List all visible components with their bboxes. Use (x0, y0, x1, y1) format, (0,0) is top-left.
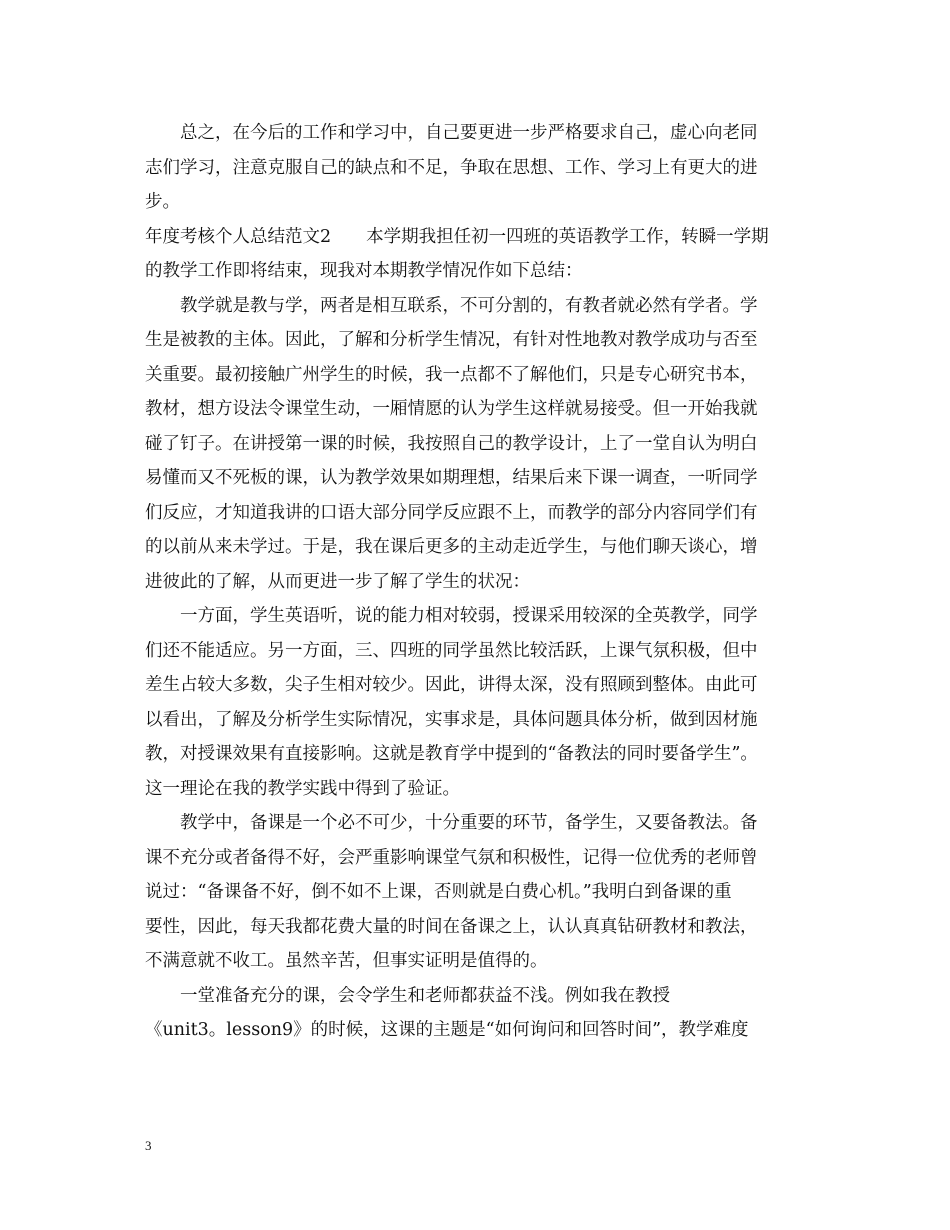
text-line: 们还不能适应。另一方面，三、四班的同学虽然比较活跃，上课气氛积极，但中 (145, 640, 758, 661)
text-line: 教学就是教与学，两者是相互联系，不可分割的，有教者就必然有学者。学 (180, 295, 758, 316)
text-line: 易懂而又不死板的课，认为教学效果如期理想，结果后来下课一调查，一听同学 (145, 468, 758, 488)
text-line: 碰了钉子。在讲授第一课的时候，我按照自己的教学设计，上了一堂自认为明白 (145, 433, 758, 454)
text-line: 关重要。最初接触广州学生的时候，我一点都不了解他们，只是专心研究书本， (145, 364, 758, 385)
text-line: 进彼此的了解，从而更进一步了解了学生的状况： (145, 571, 530, 592)
text-line: 一堂准备充分的课，会令学生和老师都获益不浅。例如我在教授 (180, 985, 670, 1006)
text-line: 差生占较大多数，尖子生相对较少。因此，讲得太深，没有照顾到整体。由此可 (145, 675, 758, 695)
text-line: 们反应，才知道我讲的口语大部分同学反应跟不上，而教学的部分内容同学们有 (145, 502, 758, 523)
text-line: 年度考核个人总结范文2 本学期我担任初一四班的英语教学工作，转瞬一学期 (145, 226, 769, 247)
document-body (145, 116, 825, 1048)
text-line: 不满意就不收工。虽然辛苦，但事实证明是值得的。 (145, 951, 548, 971)
page-number: 3 (145, 1138, 152, 1153)
text-line: 课不充分或者备得不好，会严重影响课堂气氛和积极性，记得一位优秀的老师曾 (145, 847, 758, 868)
text-line: 教，对授课效果有直接影响。这就是教育学中提到的“备教法的同时要备学生”。 (145, 744, 758, 764)
text-line: 志们学习，注意克服自己的缺点和不足，争取在思想、工作、学习上有更大的进 (145, 157, 758, 178)
text-line: 这一理论在我的教学实践中得到了验证。 (145, 778, 460, 799)
text-line: 说过：“备课备不好，倒不如不上课，否则就是白费心机。”我明白到备课的重 (145, 882, 732, 902)
text-line: 生是被教的主体。因此，了解和分析学生情况，有针对性地教对教学成功与否至 (145, 330, 758, 350)
text-line: 要性，因此，每天我都花费大量的时间在备课之上，认认真真钻研教材和教法， (145, 916, 758, 937)
text-line: 教学中，备课是一个必不可少，十分重要的环节，备学生，又要备教法。备 (180, 813, 758, 833)
text-line: 步。 (145, 192, 180, 212)
text-line: 的教学工作即将结束，现我对本期教学情况作如下总结： (145, 261, 583, 281)
text-line: 一方面，学生英语听，说的能力相对较弱，授课采用较深的全英教学，同学 (180, 606, 758, 626)
text-line: 教材，想方设法令课堂生动，一厢情愿的认为学生这样就易接受。但一开始我就 (145, 399, 758, 419)
text-line: 《unit3。lesson9》的时候，这课的主题是“如何询问和回答时间”，教学难度 (145, 1020, 749, 1040)
text-line: 以看出，了解及分析学生实际情况，实事求是，具体问题具体分析，做到因材施 (145, 709, 758, 730)
text-line: 的以前从来未学过。于是，我在课后更多的主动走近学生，与他们聊天谈心，增 (145, 537, 758, 557)
text-line: 总之，在今后的工作和学习中，自己要更进一步严格要求自己，虚心向老同 (180, 123, 758, 143)
